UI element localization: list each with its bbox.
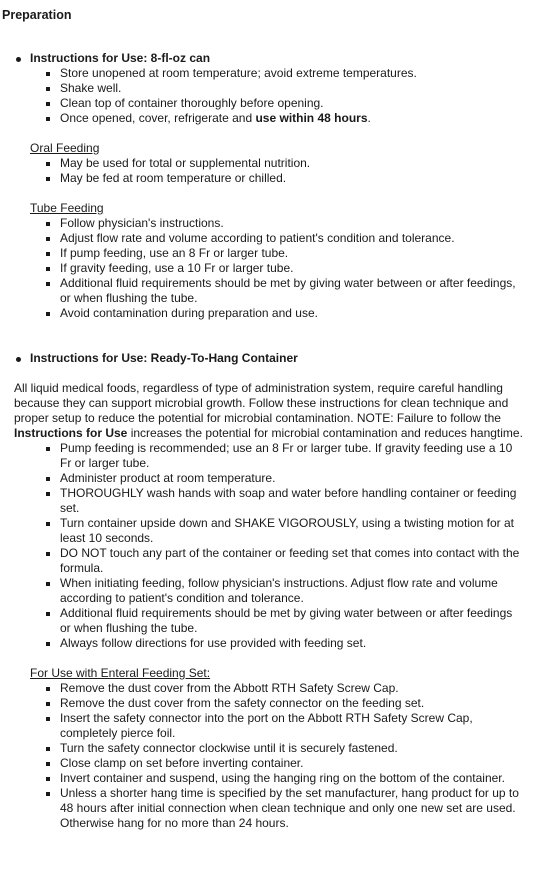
section-heading-text: Instructions for Use: Ready-To-Hang Container <box>30 351 298 365</box>
oral-feeding-label: Oral Feeding <box>30 141 100 155</box>
intro-paragraph: All liquid medical foods, regardless of type of administration system, require careful handling because they can support microbial growth. Follow these instructions for clean technique and proper setup to reduce the potential for microbial contamination. NOTE: Failure to follow the Instructions for Use increases the potential for microbial contamination and reduces hangtime. <box>14 381 523 440</box>
list-item: Additional fluid requirements should be met by giving water between or after feedings, or when flushing the tube. <box>30 276 526 306</box>
oral-feeding-list <box>30 156 526 186</box>
list-item: Insert the safety connector into the port on the Abbott RTH Safety Screw Cap, completely pierce foil. <box>30 711 526 741</box>
bullet-icon <box>16 357 21 362</box>
can-instructions-list <box>30 66 526 126</box>
enteral-feeding-label: For Use with Enteral Feeding Set: <box>30 666 211 680</box>
list-item: May be used for total or supplemental nutrition. <box>30 156 526 171</box>
section-8floz-can <box>14 51 526 321</box>
list-item: Remove the dust cover from the Abbott RTH Safety Screw Cap. <box>30 681 526 696</box>
bullet-icon <box>16 57 21 62</box>
tube-feeding-label: Tube Feeding <box>30 201 104 215</box>
list-item: When initiating feeding, follow physician's instructions. Adjust flow rate and volume according to patient's condition and tolerance. <box>30 576 526 606</box>
oral-feeding-block <box>30 141 526 186</box>
list-item: Remove the dust cover from the safety connector on the feeding set. <box>30 696 526 711</box>
list-item: Administer product at room temperature. <box>30 471 526 486</box>
list-item: Turn container upside down and SHAKE VIGOROUSLY, using a twisting motion for at least 10 seconds. <box>30 516 526 546</box>
list-item: Shake well. <box>30 81 526 96</box>
list-item: Additional fluid requirements should be met by giving water between or after feedings or when flushing the tube. <box>30 606 526 636</box>
list-item: Close clamp on set before inverting container. <box>30 756 526 771</box>
list-item: Store unopened at room temperature; avoid extreme temperatures. <box>30 66 526 81</box>
list-item: Invert container and suspend, using the hanging ring on the bottom of the container. <box>30 771 526 786</box>
tube-feeding-list <box>30 216 526 321</box>
section-heading <box>14 351 526 366</box>
list-item: May be fed at room temperature or chilled. <box>30 171 526 186</box>
list-item: Pump feeding is recommended; use an 8 Fr or larger tube. If gravity feeding use a 10 Fr or larger tube. <box>30 441 526 471</box>
enteral-feeding-list <box>30 681 526 831</box>
list-item: Avoid contamination during preparation and use. <box>30 306 526 321</box>
list-item: If pump feeding, use an 8 Fr or larger tube. <box>30 246 526 261</box>
list-item: Adjust flow rate and volume according to patient's condition and tolerance. <box>30 231 526 246</box>
page-title: Preparation <box>2 8 72 22</box>
list-item: Follow physician's instructions. <box>30 216 526 231</box>
section-heading <box>14 51 526 66</box>
tube-feeding-block <box>30 201 526 321</box>
rth-instructions-list <box>30 441 526 651</box>
section-ready-to-hang <box>14 351 526 831</box>
section-heading-text: Instructions for Use: 8-fl-oz can <box>30 51 211 65</box>
enteral-feeding-block <box>30 666 526 831</box>
list-item: Turn the safety connector clockwise until it is securely fastened. <box>30 741 526 756</box>
list-item: DO NOT touch any part of the container or feeding set that comes into contact with the formula. <box>30 546 526 576</box>
list-item: Unless a shorter hang time is specified by the set manufacturer, hang product for up to 48 hours after initial connection when clean technique and only one new set are used. Otherwise hang for no more than 24 hours. <box>30 786 526 831</box>
list-item: Always follow directions for use provided with feeding set. <box>30 636 526 651</box>
list-item: If gravity feeding, use a 10 Fr or larger tube. <box>30 261 526 276</box>
list-item: THOROUGHLY wash hands with soap and water before handling container or feeding set. <box>30 486 526 516</box>
list-item: Once opened, cover, refrigerate and use within 48 hours. <box>30 111 526 126</box>
list-item: Clean top of container thoroughly before opening. <box>30 96 526 111</box>
